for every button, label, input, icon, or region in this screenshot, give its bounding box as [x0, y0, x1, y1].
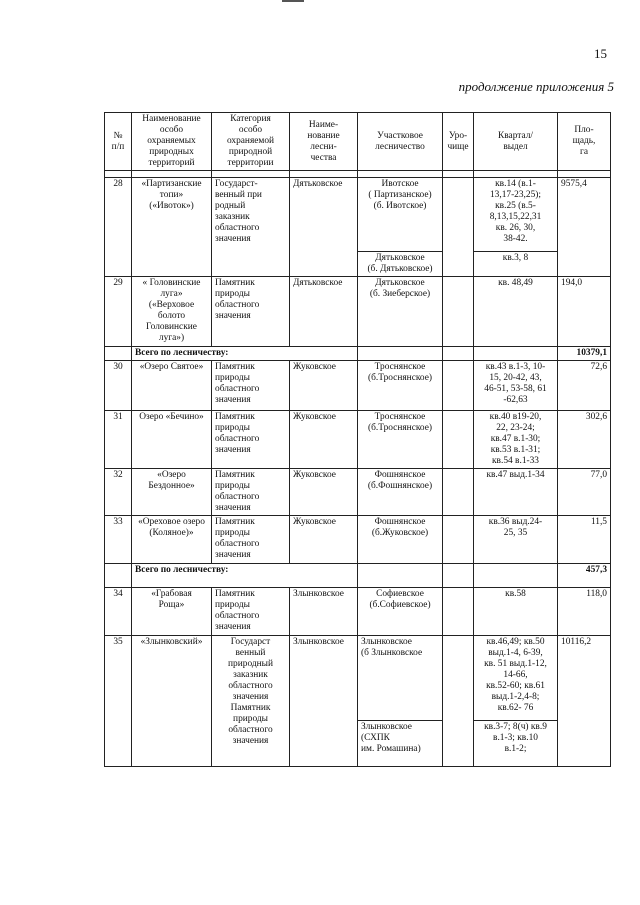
cell-area: 302,6 [558, 411, 611, 469]
cell-category: Памятник природы областного значения [212, 361, 290, 411]
table-row-32 [105, 469, 611, 516]
cell-quarter: кв.43 в.1-3, 10- 15, 20-42, 43, 46-51, 53-58, 61 -62,63 [474, 361, 558, 411]
cell-quarter: кв.36 выд.24- 25, 35 [474, 516, 558, 564]
header-category: Категория особо охраняемой природной территории [212, 113, 290, 171]
header-row [105, 113, 611, 171]
header-area: Пло- щадь, га [558, 113, 611, 171]
cell-district: Дятьковское (б. Дятьковское) [358, 252, 443, 277]
cell-tract [443, 469, 474, 516]
cell-num: 32 [105, 469, 132, 516]
cell-district: Злынковское (б Злынковское [358, 636, 443, 721]
cell-category: Памятник природы областного значения [212, 516, 290, 564]
cell-district: Ивотское ( Партизанское) (б. Ивотское) [358, 178, 443, 252]
total-row [105, 347, 611, 361]
header-num: № п/п [105, 113, 132, 171]
cell-area: 10116,2 [558, 636, 611, 767]
cell-num: 31 [105, 411, 132, 469]
cell-category: Государст- венный при родный заказник областного значения [212, 178, 290, 277]
header-district: Участковое лесничество [358, 113, 443, 171]
cell-forestry: Жуковское [290, 516, 358, 564]
header-quarter: Квартал/ выдел [474, 113, 558, 171]
cell-num: 35 [105, 636, 132, 767]
table-row-34 [105, 588, 611, 636]
cell-num: 30 [105, 361, 132, 411]
cell-num: 33 [105, 516, 132, 564]
cell-tract [443, 361, 474, 411]
table-row-30 [105, 361, 611, 411]
cell-quarter: кв.46,49; кв.50 выд.1-4, 6-39, кв. 51 выд.1-12, 14-66, кв.52-60; кв.61 выд.1-2,4-8; кв.62- 76 [474, 636, 558, 721]
cell-district: Дятьковское (б. Зиеберское) [358, 277, 443, 347]
cell-name: «Озеро Бездонное» [132, 469, 212, 516]
cell-num: 28 [105, 178, 132, 277]
cell-district: Фошнянское (б.Фошнянское) [358, 469, 443, 516]
cell-district: Троснянское (б.Троснянское) [358, 361, 443, 411]
total-label: Всего по лесничеству: [132, 564, 358, 588]
total-label: Всего по лесничеству: [132, 347, 358, 361]
cell-num: 34 [105, 588, 132, 636]
cell-tract [443, 178, 474, 277]
table-row-33 [105, 516, 611, 564]
cell-quarter: кв.3, 8 [474, 252, 558, 277]
header-tract: Уро- чище [443, 113, 474, 171]
total-row [105, 564, 611, 588]
cell-name: «Партизанские топи» («Ивоток») [132, 178, 212, 277]
cell-name: « Головинские луга» («Верховое болото Головинские луга») [132, 277, 212, 347]
cell-quarter: кв. 48,49 [474, 277, 558, 347]
table-row-29 [105, 277, 611, 347]
cell-category: Памятник природы областного значения [212, 588, 290, 636]
cell-category: Государст венный природный заказник областного значения Памятник природы областного значения [212, 636, 290, 767]
cell-quarter: кв.58 [474, 588, 558, 636]
cell-forestry: Злынковское [290, 588, 358, 636]
header-forestry: Наиме- нование лесни- чества [290, 113, 358, 171]
cell-forestry: Жуковское [290, 469, 358, 516]
cell-district: Троснянское (б.Троснянское) [358, 411, 443, 469]
cell-quarter: кв.40 в19-20, 22, 23-24; кв.47 в.1-30; кв.53 в.1-31; кв.54 в.1-33 [474, 411, 558, 469]
cell-tract [443, 588, 474, 636]
cell-tract [443, 411, 474, 469]
cell-name: «Злынковский» [132, 636, 212, 767]
cell-district: Злынковское (СХПК им. Ромашина) [358, 721, 443, 767]
protected-areas-table [104, 112, 611, 767]
cell-area: 194,0 [558, 277, 611, 347]
cell-area: 72,6 [558, 361, 611, 411]
cell-district: Фошнянское (б.Жуковское) [358, 516, 443, 564]
cell-tract [443, 636, 474, 767]
cell-area: 118,0 [558, 588, 611, 636]
cell-tract [443, 516, 474, 564]
cell-name: «Озеро Святое» [132, 361, 212, 411]
appendix-caption: продолжение приложения 5 [458, 79, 614, 94]
cell-name: Озеро «Бечино» [132, 411, 212, 469]
cell-tract [443, 277, 474, 347]
cell-district: Софиевское (б.Софиевское) [358, 588, 443, 636]
top-rule [282, 0, 304, 2]
cell-area: 11,5 [558, 516, 611, 564]
header-name: Наименование особо охраняемых природных территорий [132, 113, 212, 171]
cell-quarter: кв.3-7; 8(ч) кв.9 в.1-3; кв.10 в.1-2; [474, 721, 558, 767]
table-row-31 [105, 411, 611, 469]
cell-num: 29 [105, 277, 132, 347]
total-area: 10379,1 [558, 347, 611, 361]
cell-quarter: кв.47 выд.1-34 [474, 469, 558, 516]
cell-name: «Грабовая Роща» [132, 588, 212, 636]
cell-category: Памятник природы областного значения [212, 411, 290, 469]
cell-forestry: Злынковское [290, 636, 358, 767]
cell-forestry: Жуковское [290, 411, 358, 469]
spacer-row [105, 171, 611, 178]
cell-forestry: Дятьковское [290, 178, 358, 277]
cell-quarter: кв.14 (в.1- 13,17-23,25); кв.25 (в.5- 8,13,15,22,31 кв. 26, 30, 38-42. [474, 178, 558, 252]
cell-category: Памятник природы областного значения [212, 469, 290, 516]
page-number: 15 [594, 46, 607, 61]
cell-name: «Ореховое озеро (Коляное)» [132, 516, 212, 564]
table-row-28 [105, 178, 611, 252]
table-row-35 [105, 636, 611, 721]
cell-area: 77,0 [558, 469, 611, 516]
total-area: 457,3 [558, 564, 611, 588]
cell-category: Памятник природы областного значения [212, 277, 290, 347]
cell-forestry: Жуковское [290, 361, 358, 411]
cell-forestry: Дятьковское [290, 277, 358, 347]
cell-area: 9575,4 [558, 178, 611, 277]
